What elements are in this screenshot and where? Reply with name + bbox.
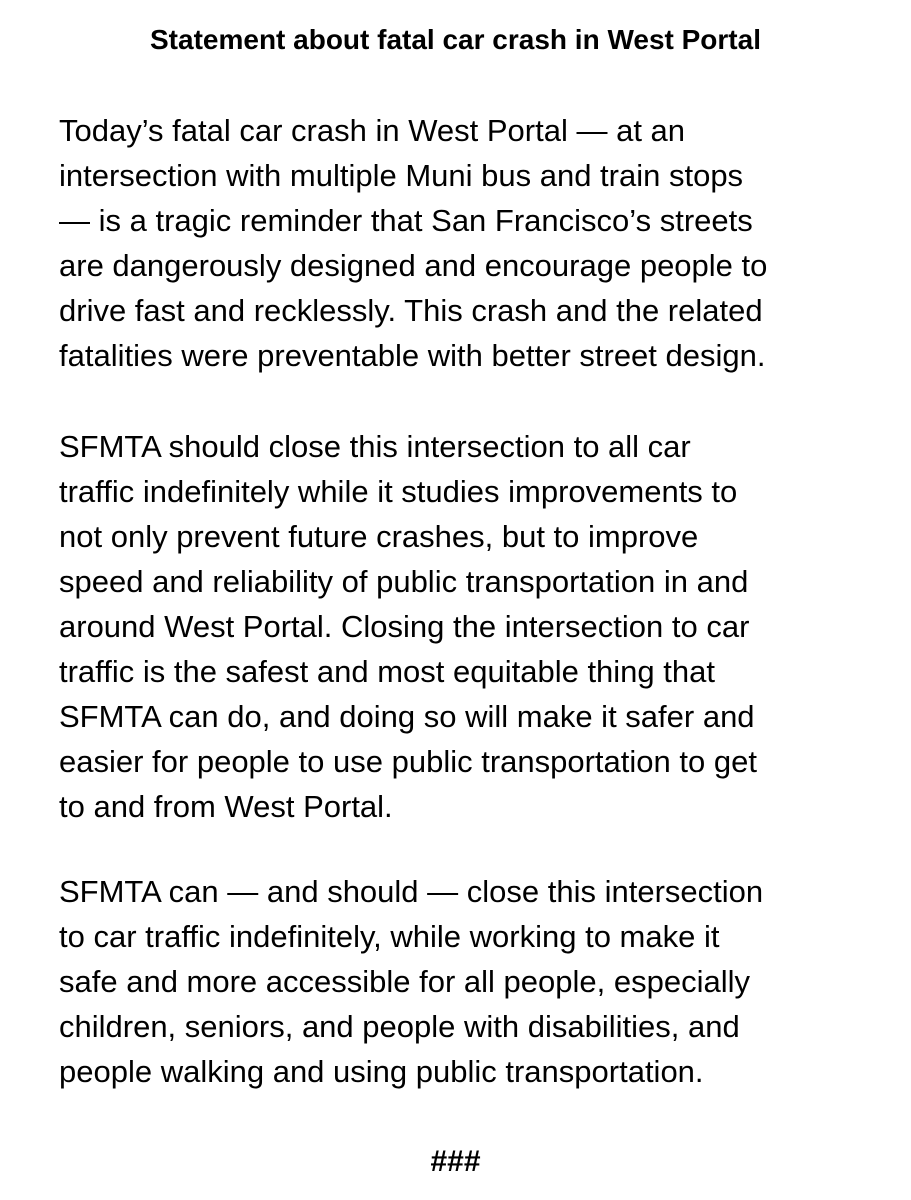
paragraph-line: SFMTA can — and should — close this intersection (59, 874, 764, 909)
paragraph-line: children, seniors, and people with disabilities, and (59, 1009, 740, 1044)
paragraph-crash-reminder (59, 108, 899, 378)
paragraph-line: fatalities were preventable with better street design. (59, 338, 766, 373)
paragraph-line: speed and reliability of public transportation in and (59, 564, 749, 599)
paragraph-line: are dangerously designed and encourage people to (59, 248, 768, 283)
paragraph-line: Today’s fatal car crash in West Portal — at an (59, 113, 686, 148)
paragraph-line: SFMTA should close this intersection to all car (59, 429, 691, 464)
paragraph-line: SFMTA can do, and doing so will make it safer and (59, 699, 755, 734)
paragraph-sfmta-close-intersection (59, 424, 899, 829)
paragraph-line: to and from West Portal. (59, 789, 393, 824)
document-title: Statement about fatal car crash in West Portal (150, 24, 761, 55)
paragraph-line: not only prevent future crashes, but to improve (59, 519, 699, 554)
paragraph-accessibility (59, 869, 899, 1094)
paragraph-line: traffic is the safest and most equitable thing that (59, 654, 715, 689)
paragraph-line: around West Portal. Closing the intersection to car (59, 609, 750, 644)
paragraph-line: easier for people to use public transportation to get (59, 744, 757, 779)
paragraph-line: traffic indefinitely while it studies improvements to (59, 474, 738, 509)
paragraph-line: safe and more accessible for all people, especially (59, 964, 750, 999)
end-of-release-mark: ### (430, 1145, 481, 1178)
paragraph-line: drive fast and recklessly. This crash and the related (59, 293, 763, 328)
paragraph-line: people walking and using public transportation. (59, 1054, 704, 1089)
paragraph-line: intersection with multiple Muni bus and train stops (59, 158, 744, 193)
paragraph-line: — is a tragic reminder that San Francisco’s streets (59, 203, 753, 238)
paragraph-line: to car traffic indefinitely, while working to make it (59, 919, 720, 954)
